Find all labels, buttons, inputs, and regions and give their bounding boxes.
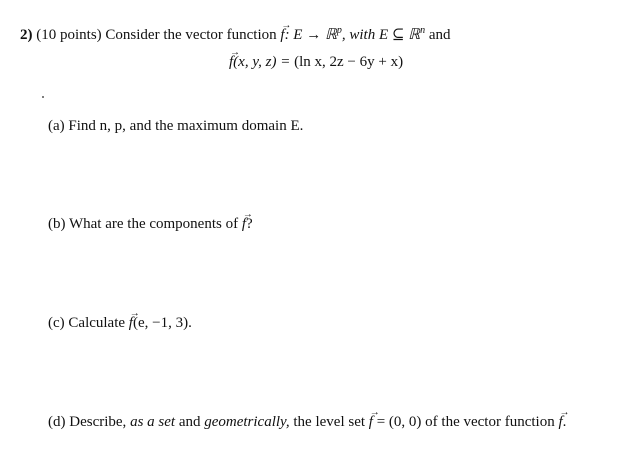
- part-d-text-6: = (0, 0) of the vector function: [376, 414, 555, 430]
- part-b: [48, 215, 253, 233]
- domain-text: , with E ⊆ ℝ: [341, 27, 421, 43]
- part-c-argument: (e, −1, 3).: [132, 315, 192, 331]
- function-mapping: : E → ℝ: [284, 27, 337, 43]
- part-d-text-7: .: [562, 414, 567, 430]
- range-exponent: p: [336, 25, 342, 36]
- part-b-question-mark: ?: [246, 216, 253, 232]
- part-d-function-symbol: → f: [369, 413, 373, 431]
- part-a: [48, 117, 303, 135]
- definition-function-symbol: → f: [229, 53, 233, 71]
- definition-lhs: (x, y, z) =: [233, 54, 295, 70]
- problem-points: (10 points): [36, 27, 102, 43]
- function-symbol: → f: [280, 26, 284, 44]
- part-c: [48, 314, 192, 332]
- part-c-function-symbol: → f: [129, 314, 133, 332]
- part-d-text-3: and: [178, 414, 201, 430]
- and-word: and: [428, 27, 451, 43]
- part-d-label: (d): [48, 414, 66, 430]
- part-d-function-symbol-2: → f: [558, 413, 562, 431]
- problem-number: 2): [20, 27, 33, 43]
- problem-intro: Consider the vector function: [105, 27, 277, 43]
- definition-rhs: (ln x, 2z − 6y + x): [294, 54, 404, 70]
- part-d: [48, 413, 566, 431]
- part-b-function-symbol: → f: [242, 215, 246, 233]
- part-c-text: Calculate: [68, 315, 126, 331]
- part-d-text-1: Describe,: [69, 414, 127, 430]
- part-b-text: What are the components of: [68, 216, 239, 232]
- part-b-label: (b): [48, 216, 66, 232]
- part-d-text-5: the level set: [293, 414, 366, 430]
- domain-exponent: n: [420, 25, 426, 36]
- function-definition: [229, 53, 403, 71]
- part-c-label: (c): [48, 315, 65, 331]
- problem-statement: [20, 22, 450, 44]
- part-d-text-4: geometrically,: [204, 414, 290, 430]
- stray-mark: [42, 96, 44, 98]
- part-a-text: Find n, p, and the maximum domain E.: [68, 118, 304, 134]
- part-d-text-2: as a set: [130, 414, 176, 430]
- part-a-label: (a): [48, 118, 65, 134]
